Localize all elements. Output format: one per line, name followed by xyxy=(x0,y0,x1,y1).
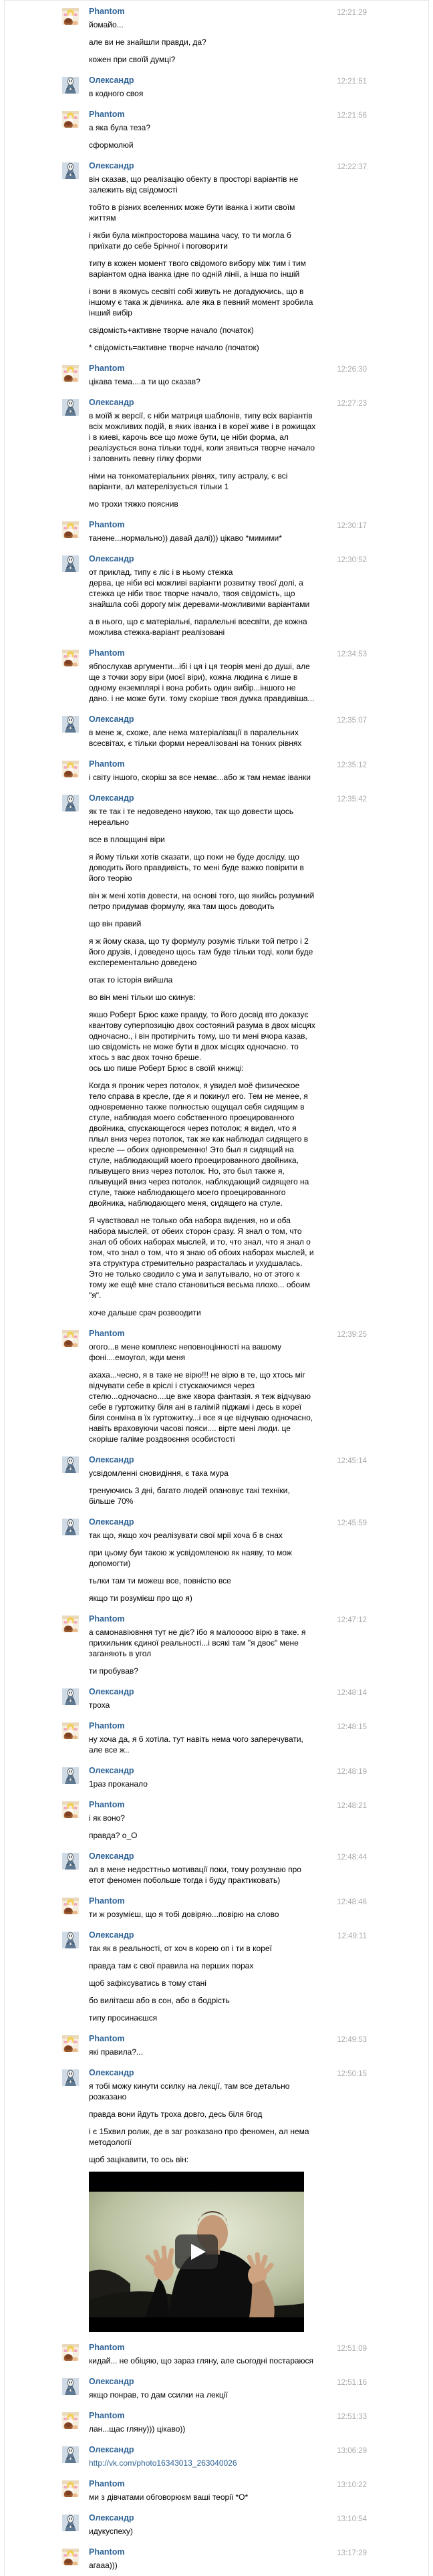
message-paragraph: отак то історія вийшла xyxy=(89,975,173,985)
message-timestamp: 12:21:56 xyxy=(337,112,367,120)
phantom-avatar[interactable] xyxy=(62,2344,79,2361)
message-header xyxy=(89,1851,367,1861)
message-body xyxy=(89,1943,316,2023)
message-timestamp: 12:39:25 xyxy=(337,1331,367,1339)
message-header xyxy=(89,1614,367,1624)
message-paragraph: мо трохи тяжко пояснив xyxy=(89,499,178,509)
message-timestamp: 12:48:21 xyxy=(337,1802,367,1810)
chat-message xyxy=(5,1450,428,1512)
author-name-link[interactable]: Phantom xyxy=(89,2411,125,2420)
message-timestamp: 13:10:54 xyxy=(337,2515,367,2523)
message-paragraph: а яка була теза? xyxy=(89,123,151,132)
message-paragraph: цікава тема....а ти що сказав? xyxy=(89,377,200,386)
message-paragraph: свідомість+активне творче начало (початок) xyxy=(89,326,254,335)
phantom-avatar[interactable] xyxy=(62,2480,79,2497)
message-timestamp: 12:47:12 xyxy=(337,1616,367,1624)
phantom-avatar[interactable] xyxy=(62,1898,79,1914)
message-paragraph: а в нього, що є матеріальні, паралельні всесвіти, де кожна можлива стежка-варіант реалізовані xyxy=(89,617,307,637)
message-body xyxy=(89,2081,316,2332)
message-timestamp: 12:21:29 xyxy=(337,9,367,17)
message-paragraph: ти пробував? xyxy=(89,1666,138,1676)
author-name-link[interactable]: Олександр xyxy=(89,1930,134,1940)
chat-message xyxy=(5,643,428,709)
message-body xyxy=(89,2458,316,2468)
message-paragraph: типу просинаєшся xyxy=(89,2013,158,2023)
phantom-avatar[interactable] xyxy=(62,365,79,382)
message-header xyxy=(89,793,367,803)
chat-message xyxy=(5,2337,428,2371)
message-header xyxy=(89,648,367,658)
message-paragraph: але ви не знайшли правди, да? xyxy=(89,37,206,47)
oleksandr-avatar[interactable] xyxy=(62,1932,79,1948)
message-paragraph: все в площщині віри xyxy=(89,835,165,844)
phantom-avatar[interactable] xyxy=(62,1616,79,1632)
chat-message xyxy=(5,2029,428,2063)
message-paragraph: кожен при своїй думці? xyxy=(89,55,176,64)
phantom-avatar[interactable] xyxy=(62,521,79,538)
author-name-link[interactable]: Phantom xyxy=(89,364,125,373)
message-body xyxy=(89,1700,316,1710)
message-paragraph: лан...щас гляну))) цікаво)) xyxy=(89,2424,186,2434)
chat-message xyxy=(5,1761,428,1795)
oleksandr-avatar[interactable] xyxy=(62,1853,79,1870)
author-name-link[interactable]: Олександр xyxy=(89,2068,134,2077)
message-body xyxy=(89,2526,316,2537)
message-body xyxy=(89,376,316,387)
oleksandr-avatar[interactable] xyxy=(62,2515,79,2531)
chat-message xyxy=(5,1716,428,1761)
message-paragraph: і якби була міжпросторова машина часу, то ти могла б приїхати до себе 5річної і поговорити xyxy=(89,231,291,251)
message-timestamp: 13:06:29 xyxy=(337,2447,367,2455)
chat-history-panel xyxy=(4,0,429,2576)
author-name-link[interactable]: Олександр xyxy=(89,2513,134,2523)
message-paragraph: а самонавіювння тут не діє? ібо я малооооо вірю в таке. я прихильник єдиної реальності...і всякі там "я двоє" мене заганяють в угол xyxy=(89,1628,306,1658)
message-timestamp: 13:17:29 xyxy=(337,2549,367,2557)
phantom-avatar[interactable] xyxy=(62,761,79,777)
author-name-link[interactable]: Phantom xyxy=(89,1721,125,1730)
message-paragraph: при цьому буи такою ж усвідомленою як наяву, то мож допомогти) xyxy=(89,1548,292,1568)
message-header xyxy=(89,76,367,86)
message-paragraph: я йому тільки хотів сказати, що поки не буде досліду, що доводить його правдивість, то мені буде важко повірити в його теорію xyxy=(89,852,304,883)
message-paragraph: 1раз проканало xyxy=(89,1779,148,1789)
message-paragraph: і вони в якомусь сесвіті собі живуть не догадуючись, що в іншому є така ж дівчинка. але яка в певний момент зробила інший вибір xyxy=(89,287,313,317)
message-paragraph: во він мені тільки шо скинув: xyxy=(89,993,196,1002)
message-timestamp: 12:45:14 xyxy=(337,1457,367,1465)
oleksandr-avatar[interactable] xyxy=(62,2378,79,2395)
phantom-avatar[interactable] xyxy=(62,650,79,666)
message-paragraph: так як в реальності, от хоч в корею оп і ти в кореї xyxy=(89,1944,272,1953)
message-header xyxy=(89,1517,367,1527)
message-paragraph: і як воно? xyxy=(89,1813,125,1823)
message-header xyxy=(89,7,367,17)
author-name-link[interactable]: Phantom xyxy=(89,1800,125,1809)
author-name-link[interactable]: Олександр xyxy=(89,398,134,407)
message-paragraph: усвідомленні сновидіння, є така мура xyxy=(89,1468,229,1478)
author-name-link[interactable]: Phantom xyxy=(89,1329,125,1338)
author-name-link[interactable]: Phantom xyxy=(89,110,125,119)
author-name-link[interactable]: Олександр xyxy=(89,1851,134,1861)
message-paragraph: Я чувствовал не только оба набора видения, но и оба набора мыслей, от обеих сторон сразу. Я знал о том, что знал об обоих наборах мыслей, и то, что знал, что я знал о том, что знал о том, что я знаю об обоих наборах мыслей, и эта структура стремительно разрасталась и ухудшалась. Это не только сводило с ума и запутывало, но от этого к тому же ещё мне стало становиться весьма плохо... обоим "я". xyxy=(89,1216,314,1300)
chat-message xyxy=(5,788,428,1323)
message-paragraph: тобто в різних вселенних може бути іванка і жити своїм життям xyxy=(89,203,295,223)
message-body xyxy=(89,122,316,150)
author-name-link[interactable]: Олександр xyxy=(89,161,134,170)
author-name-link[interactable]: Олександр xyxy=(89,1687,134,1696)
message-header xyxy=(89,1721,367,1731)
chat-message xyxy=(5,1512,428,1609)
oleksandr-avatar[interactable] xyxy=(62,795,79,811)
message-paragraph: ти ж розумієш, що я тобі довіряю...повірю на слово xyxy=(89,1910,279,1919)
message-paragraph: в моїй ж версії, є ніби матриця шаблонів, типу всіх варіантів всіх можливих подій, в яких іванка і в кореї живе і в рожищах і в киеві, карочь все що може бути, це ніби форма, ал реалізується вона тільки тодні, коли зявиться творче начало і заповнить певну гілку форми xyxy=(89,411,316,463)
author-name-link[interactable]: Олександр xyxy=(89,715,134,724)
message-header xyxy=(89,2068,367,2078)
message-header xyxy=(89,2445,367,2455)
oleksandr-avatar[interactable] xyxy=(62,1767,79,1784)
chat-message xyxy=(5,2406,428,2440)
author-name-link[interactable]: Олександр xyxy=(89,1455,134,1464)
message-header xyxy=(89,759,367,769)
message-timestamp: 12:35:07 xyxy=(337,717,367,725)
oleksandr-avatar[interactable] xyxy=(62,399,79,416)
phantom-avatar[interactable] xyxy=(62,111,79,128)
phantom-avatar[interactable] xyxy=(62,1722,79,1739)
message-list xyxy=(5,1,428,2576)
message-body xyxy=(89,2424,316,2434)
message-timestamp: 12:48:14 xyxy=(337,1689,367,1697)
message-body xyxy=(89,1779,316,1789)
video-thumbnail[interactable] xyxy=(89,2172,304,2332)
message-paragraph: кидай... не обіцяю, що зараз гляну, але сьогодні постараюся xyxy=(89,2356,314,2365)
message-paragraph: так що, якщо хоч реалізувати свої мрії хоча б в снах xyxy=(89,1531,283,1540)
message-paragraph: идукуспеху) xyxy=(89,2527,133,2536)
message-paragraph: і є 15хвил ролик, де в заг розказано про феномен, ал нема методології xyxy=(89,2127,309,2147)
message-header xyxy=(89,1766,367,1776)
message-paragraph: він сказав, що реалізацію обекту в просторі варіантів не залежить від свідомості xyxy=(89,174,299,195)
phantom-avatar[interactable] xyxy=(62,1330,79,1347)
message-timestamp: 12:51:09 xyxy=(337,2345,367,2353)
message-paragraph: огого...в мене комплекс неповноцінності на вашому фоні....емоугол, жди меня xyxy=(89,1342,282,1362)
message-paragraph: щоб зафіксуватись в тому стані xyxy=(89,1978,206,1988)
message-body xyxy=(89,410,316,509)
phantom-avatar[interactable] xyxy=(62,2035,79,2052)
message-timestamp: 12:49:11 xyxy=(337,1932,367,1940)
message-timestamp: 12:49:53 xyxy=(337,2036,367,2044)
message-header xyxy=(89,2377,367,2387)
oleksandr-avatar[interactable] xyxy=(62,162,79,179)
message-body xyxy=(89,2355,316,2366)
message-header xyxy=(89,1800,367,1810)
message-body xyxy=(89,1813,316,1841)
message-header xyxy=(89,2513,367,2523)
chat-message xyxy=(5,1682,428,1716)
oleksandr-avatar[interactable] xyxy=(62,77,79,94)
message-header xyxy=(89,715,367,725)
message-paragraph: я ж йому сказа, що ту формулу розуміє тільки той петро і 2 його друзів, і доведено щось там буде тільки тоді, коли буде експерементально доведено xyxy=(89,936,313,967)
chat-message xyxy=(5,2508,428,2542)
oleksandr-avatar[interactable] xyxy=(62,2069,79,2086)
message-timestamp: 12:22:37 xyxy=(337,163,367,171)
message-timestamp: 12:51:16 xyxy=(337,2379,367,2387)
chat-message xyxy=(5,392,428,515)
message-timestamp: 13:10:22 xyxy=(337,2481,367,2489)
oleksandr-avatar[interactable] xyxy=(62,716,79,733)
oleksandr-avatar[interactable] xyxy=(62,1519,79,1535)
message-header xyxy=(89,1896,367,1906)
message-header xyxy=(89,2343,367,2353)
message-timestamp: 12:35:12 xyxy=(337,761,367,769)
message-timestamp: 12:51:33 xyxy=(337,2413,367,2421)
message-paragraph: які правила?... xyxy=(89,2047,144,2057)
message-timestamp: 12:30:52 xyxy=(337,556,367,564)
message-body xyxy=(89,2492,316,2502)
message-header xyxy=(89,1687,367,1697)
author-name-link[interactable]: Олександр xyxy=(89,1766,134,1775)
message-paragraph: що він правий xyxy=(89,919,142,928)
chat-message xyxy=(5,2542,428,2576)
chat-message xyxy=(5,549,428,643)
message-paragraph: тьлки там ти можеш все, повністю все xyxy=(89,1576,231,1585)
chat-message xyxy=(5,70,428,104)
message-body xyxy=(89,1909,316,1920)
phantom-avatar[interactable] xyxy=(62,2549,79,2565)
message-body xyxy=(89,1468,316,1507)
message-body xyxy=(89,174,316,353)
message-header xyxy=(89,1930,367,1940)
author-name-link[interactable]: Phantom xyxy=(89,1614,125,1624)
message-timestamp: 12:27:23 xyxy=(337,400,367,408)
author-name-link[interactable]: Олександр xyxy=(89,2445,134,2454)
message-body xyxy=(89,727,316,749)
author-name-link[interactable]: Phantom xyxy=(89,1896,125,1906)
message-paragraph: правда там є свої правила на перших порах xyxy=(89,1961,254,1970)
chat-message xyxy=(5,1323,428,1450)
message-timestamp: 12:50:15 xyxy=(337,2070,367,2078)
message-paragraph: ми з дівчатами обговорюєм ваші теорії *О* xyxy=(89,2492,249,2502)
message-timestamp: 12:35:42 xyxy=(337,795,367,803)
message-paragraph: німи на тонкоматеріальних рівнях, типу астралу, є всі варіанти, ал матерелізується тільки 1 xyxy=(89,471,288,491)
chat-message xyxy=(5,2440,428,2474)
oleksandr-avatar[interactable] xyxy=(62,555,79,572)
message-paragraph: от приклад, типу є ліс і в ньому стежка дерва, це ніби всі можливі варіанти розвитку твоєї долі, а стежка це ніби твоє творче начало, твоя свідомість, що знайшла собі дорогу між деревами-можливими варіантами xyxy=(89,567,310,609)
message-paragraph: хоче дальше срач розвоодити xyxy=(89,1308,201,1317)
message-body xyxy=(89,1734,316,1755)
author-name-link[interactable]: Phantom xyxy=(89,520,125,529)
message-header xyxy=(89,110,367,120)
message-body xyxy=(89,772,316,783)
phantom-avatar[interactable] xyxy=(62,1801,79,1818)
message-body xyxy=(89,2047,316,2057)
chat-message xyxy=(5,1795,428,1846)
message-paragraph: як те так і те недоведено наукою, так що довести щось нереально xyxy=(89,807,294,827)
oleksandr-avatar[interactable] xyxy=(62,1688,79,1705)
message-header xyxy=(89,2411,367,2421)
message-timestamp: 12:45:59 xyxy=(337,1519,367,1527)
message-paragraph: якщо ти розумієш про що я) xyxy=(89,1593,192,1603)
oleksandr-avatar[interactable] xyxy=(62,2446,79,2463)
message-header xyxy=(89,1455,367,1465)
message-paragraph: він ж мені хотів довести, на основі того, що якийсь розумний петро придумав формулу, яка там щось доводить xyxy=(89,891,315,911)
message-paragraph: якшо Роберт Брюс каже правду, то його досвід вто доказує квантову суперпозицію двох состояний разума в двох місцях одночасно., і він протирічить тому, шо ти мені вчора казав, шо свідомість не може бути в двох місцях одночасно. то хтось з вас двох точно бреше. ось шо пише Роберт Брюс в своїй книжці: xyxy=(89,1010,315,1073)
chat-message xyxy=(5,2063,428,2337)
message-body xyxy=(89,806,316,1318)
message-header xyxy=(89,2034,367,2044)
message-body xyxy=(89,661,316,704)
message-header xyxy=(89,1329,367,1339)
message-body xyxy=(89,1341,316,1444)
message-body xyxy=(89,2560,316,2571)
oleksandr-avatar[interactable] xyxy=(62,1456,79,1473)
message-paragraph: ябпослухав аргументи...ібі і ця і ця теорія мені до душі, але ще з точки зору віри (моєї віри), кожна людина є лише в одному екземплярі і вона робить один вибір...іншого не дано. і не може бути. тому скоріше твоя думка правдивіша... xyxy=(89,662,315,703)
author-name-link[interactable]: Олександр xyxy=(89,554,134,563)
author-name-link[interactable]: Phantom xyxy=(89,7,125,16)
chat-message xyxy=(5,104,428,156)
author-name-link[interactable]: Phantom xyxy=(89,2343,125,2352)
message-paragraph: йомайо... xyxy=(89,20,124,29)
author-name-link[interactable]: Phantom xyxy=(89,2479,125,2488)
message-paragraph: тренуючись 3 дні, багато людей опановує такі техніки, більше 70% xyxy=(89,1486,290,1506)
message-timestamp: 12:21:51 xyxy=(337,78,367,86)
message-paragraph: правда вони йдуть троха довго, десь біля 6год xyxy=(89,2109,263,2119)
message-paragraph: Когда я проник через потолок, я увидел моё физическое тело справа в кресле, где я и покинул его. Тем не менее, я одновременно также полностью ощущал себя сидящим в стуле, наблюдая моего собственного проецированного двойника, спускающегося через потолок; я видел, что я плыл вниз через потолок, так же как наблюдал сидящего в кресле — обоих одновременно! Это был я сидящий на стуле, наблюдающий моего проецированного двойника, плывущего вниз через потолок. Но, это был также я, плывущий вниз через потолок, наблюдающий сидящего на стуле, также наблюдающего моего проецированного двойника, наблюдающего меня, сидящего на стуле. xyxy=(89,1081,309,1208)
message-paragraph: і світу іншого, скоріш за все немає...або ж там немає іванки xyxy=(89,773,311,782)
author-name-link[interactable]: Phantom xyxy=(89,648,125,658)
message-header xyxy=(89,398,367,408)
play-icon xyxy=(175,2234,218,2269)
author-name-link[interactable]: Олександр xyxy=(89,76,134,85)
message-header xyxy=(89,2479,367,2489)
message-paragraph: правда? о_О xyxy=(89,1831,138,1840)
chat-message xyxy=(5,2371,428,2406)
chat-message xyxy=(5,1609,428,1682)
phantom-avatar[interactable] xyxy=(62,2412,79,2429)
message-paragraph: ал в мене недосттньо мотивації поки, тому розузнаю про етот феномен побольше тогда і буду практиковать) xyxy=(89,1865,301,1885)
message-body xyxy=(89,1530,316,1603)
author-name-link[interactable]: Phantom xyxy=(89,759,125,769)
message-timestamp: 12:30:17 xyxy=(337,522,367,530)
message-body xyxy=(89,19,316,65)
author-name-link[interactable]: Олександр xyxy=(89,793,134,803)
message-paragraph: в мене ж, схоже, але нема матеріалізації в паралельних всесвітах, є тільки форми нереалізовані на тонких рівнях xyxy=(89,728,302,748)
message-header xyxy=(89,554,367,564)
message-header xyxy=(89,520,367,530)
message-timestamp: 12:48:46 xyxy=(337,1898,367,1906)
message-body xyxy=(89,1864,316,1886)
message-paragraph: типу в кожен момент твого свідомого вибору між тим і тим варіантом одна іванка ідне по одній лінії, а інша по іншій xyxy=(89,259,306,279)
message-paragraph: я тобі можу кинути ссилку на лекції, там все детально розказано xyxy=(89,2081,290,2101)
message-header xyxy=(89,2547,367,2557)
message-timestamp: 12:34:53 xyxy=(337,650,367,658)
message-paragraph: бо вилітаєш або в сон, або в бодрість xyxy=(89,1996,230,2005)
message-paragraph: * свідомість=активне творче начало (початок) xyxy=(89,343,259,352)
chat-message xyxy=(5,1846,428,1891)
chat-message xyxy=(5,358,428,392)
message-paragraph: агааа))) xyxy=(89,2561,118,2570)
message-body xyxy=(89,88,316,99)
phantom-avatar[interactable] xyxy=(62,8,79,25)
photo-link[interactable]: http://vk.com/photo16343013_263040026 xyxy=(89,2458,237,2468)
chat-message xyxy=(5,156,428,358)
chat-message xyxy=(5,754,428,788)
message-paragraph: в кодного своя xyxy=(89,89,144,98)
message-paragraph: якщо понрав, то дам ссилки на лекції xyxy=(89,2390,228,2400)
message-timestamp: 12:26:30 xyxy=(337,366,367,374)
author-name-link[interactable]: Олександр xyxy=(89,2377,134,2386)
author-name-link[interactable]: Phantom xyxy=(89,2547,125,2557)
message-body xyxy=(89,533,316,543)
chat-message xyxy=(5,1925,428,2029)
message-header xyxy=(89,364,367,374)
author-name-link[interactable]: Phantom xyxy=(89,2034,125,2043)
message-body xyxy=(89,2390,316,2400)
message-paragraph: ахаха...чесно, я в таке не вірю!!! не вірю в те, що хтось міг відчувати себе в кріслі і стускаючимся через стелю...одночасно....це вже хвора фантазія. я теж відчуваю себе в гуртожитку біля ані в галімій піджамі і десь в кореї біля сонміна в їх гуртожитку...і все я це відчуваю одночасно, навіть враховуючи часові пояси.... вірте мені люди. це скоріше галіме роздвоєння особистості xyxy=(89,1370,313,1444)
chat-message xyxy=(5,2474,428,2508)
message-paragraph: танене...нормально)) давай далі))) цікаво *мимими* xyxy=(89,533,282,543)
message-paragraph: троха xyxy=(89,1700,110,1710)
message-timestamp: 12:48:15 xyxy=(337,1723,367,1731)
chat-message xyxy=(5,709,428,754)
message-timestamp: 12:48:44 xyxy=(337,1853,367,1861)
chat-message xyxy=(5,1,428,70)
message-body xyxy=(89,1627,316,1676)
message-paragraph: ну хоча да, я б хотіла. тут навіть нема чого заперечувати, але все ж.. xyxy=(89,1734,303,1755)
message-header xyxy=(89,161,367,171)
author-name-link[interactable]: Олександр xyxy=(89,1517,134,1527)
message-body xyxy=(89,567,316,638)
message-timestamp: 12:48:19 xyxy=(337,1768,367,1776)
message-paragraph: сформолюй xyxy=(89,140,134,150)
message-paragraph: щоб зацікавити, то ось він: xyxy=(89,2155,189,2164)
chat-message xyxy=(5,1891,428,1925)
chat-message xyxy=(5,515,428,549)
